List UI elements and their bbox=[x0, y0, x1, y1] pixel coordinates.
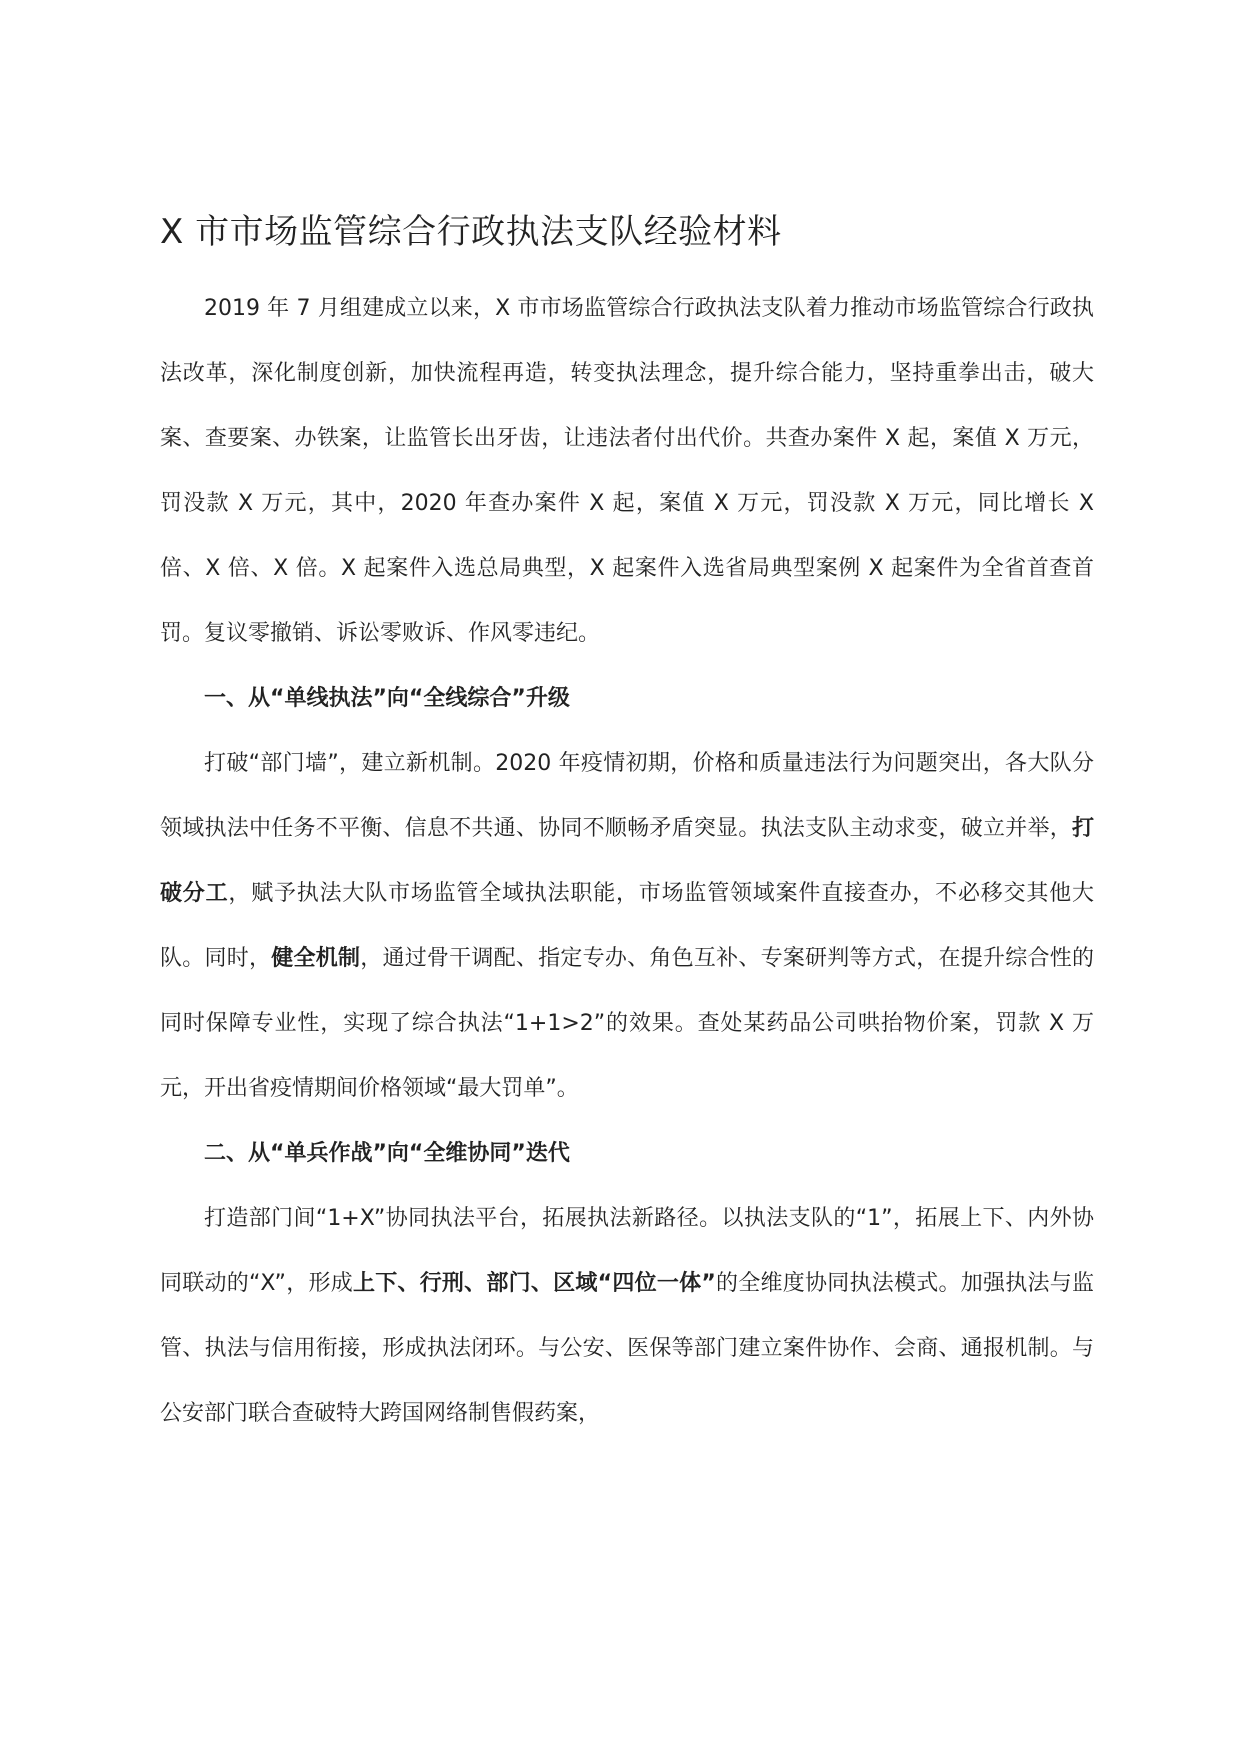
section-1-text-3: ，通过骨干调配、指定专办、角色互补、专案研判等方式，在提升综合性的同时保障专业性，实现了综合执法“1+1>2”的效果。查处某药品公司哄抬物价案，罚款 X 万元，开出省疫情期间价格领域“最大罚单”。 bbox=[160, 946, 1094, 1101]
section-2-heading: 二、从“单兵作战”向“全维协同”迭代 bbox=[204, 1141, 570, 1166]
section-2-paragraph bbox=[160, 1186, 1094, 1446]
section-1-bold-2: 健全机制 bbox=[271, 946, 361, 971]
section-1-paragraph bbox=[160, 731, 1094, 1121]
section-2-text-1: 打造部门间“1+X”协同执法平台，拓展执法新路径。以执法支队的“1”，拓展上下、内外协同联动的“X”，形成 bbox=[160, 1206, 1094, 1296]
section-2-bold-1: 上下、行刑、部门、区域“四位一体” bbox=[352, 1271, 716, 1296]
section-1-heading: 一、从“单线执法”向“全线综合”升级 bbox=[204, 686, 570, 711]
intro-paragraph: 2019 年 7 月组建成立以来，X 市市场监管综合行政执法支队着力推动市场监管综合行政执法改革，深化制度创新，加快流程再造，转变执法理念，提升综合能力，坚持重拳出击，破大案、查要案、办铁案，让监管长出牙齿，让违法者付出代价。共查办案件 X 起，案值 X 万元，罚没款 X 万元，其中，2020 年查办案件 X 起，案值 X 万元，罚没款 X 万元，同比增长 X 倍、X 倍、X 倍。X 起案件入选总局典型，X 起案件入选省局典型案例 X 起案件为全省首查首罚。复议零撤销、诉讼零败诉、作风零违纪。 bbox=[160, 296, 1094, 646]
section-2-text-2: 的全维度协同执法模式。加强执法与监管、执法与信用衔接，形成执法闭环。与公安、医保等部门建立案件协作、会商、通报机制。与公安部门联合查破特大跨国网络制售假药案， bbox=[160, 1271, 1094, 1426]
section-1-bold-1: 打破分工 bbox=[160, 816, 1094, 906]
document-title: X 市市场监管综合行政执法支队经验材料 bbox=[160, 212, 782, 252]
document-page bbox=[160, 208, 1094, 1446]
section-1-text-2: ，赋予执法大队市场监管全域执法职能，市场监管领域案件直接查办，不必移交其他大队。同时， bbox=[160, 881, 1094, 971]
section-1-text-1: 打破“部门墙”，建立新机制。2020 年疫情初期，价格和质量违法行为问题突出，各大队分领域执法中任务不平衡、信息不共通、协同不顺畅矛盾突显。执法支队主动求变，破立并举， bbox=[160, 751, 1094, 841]
